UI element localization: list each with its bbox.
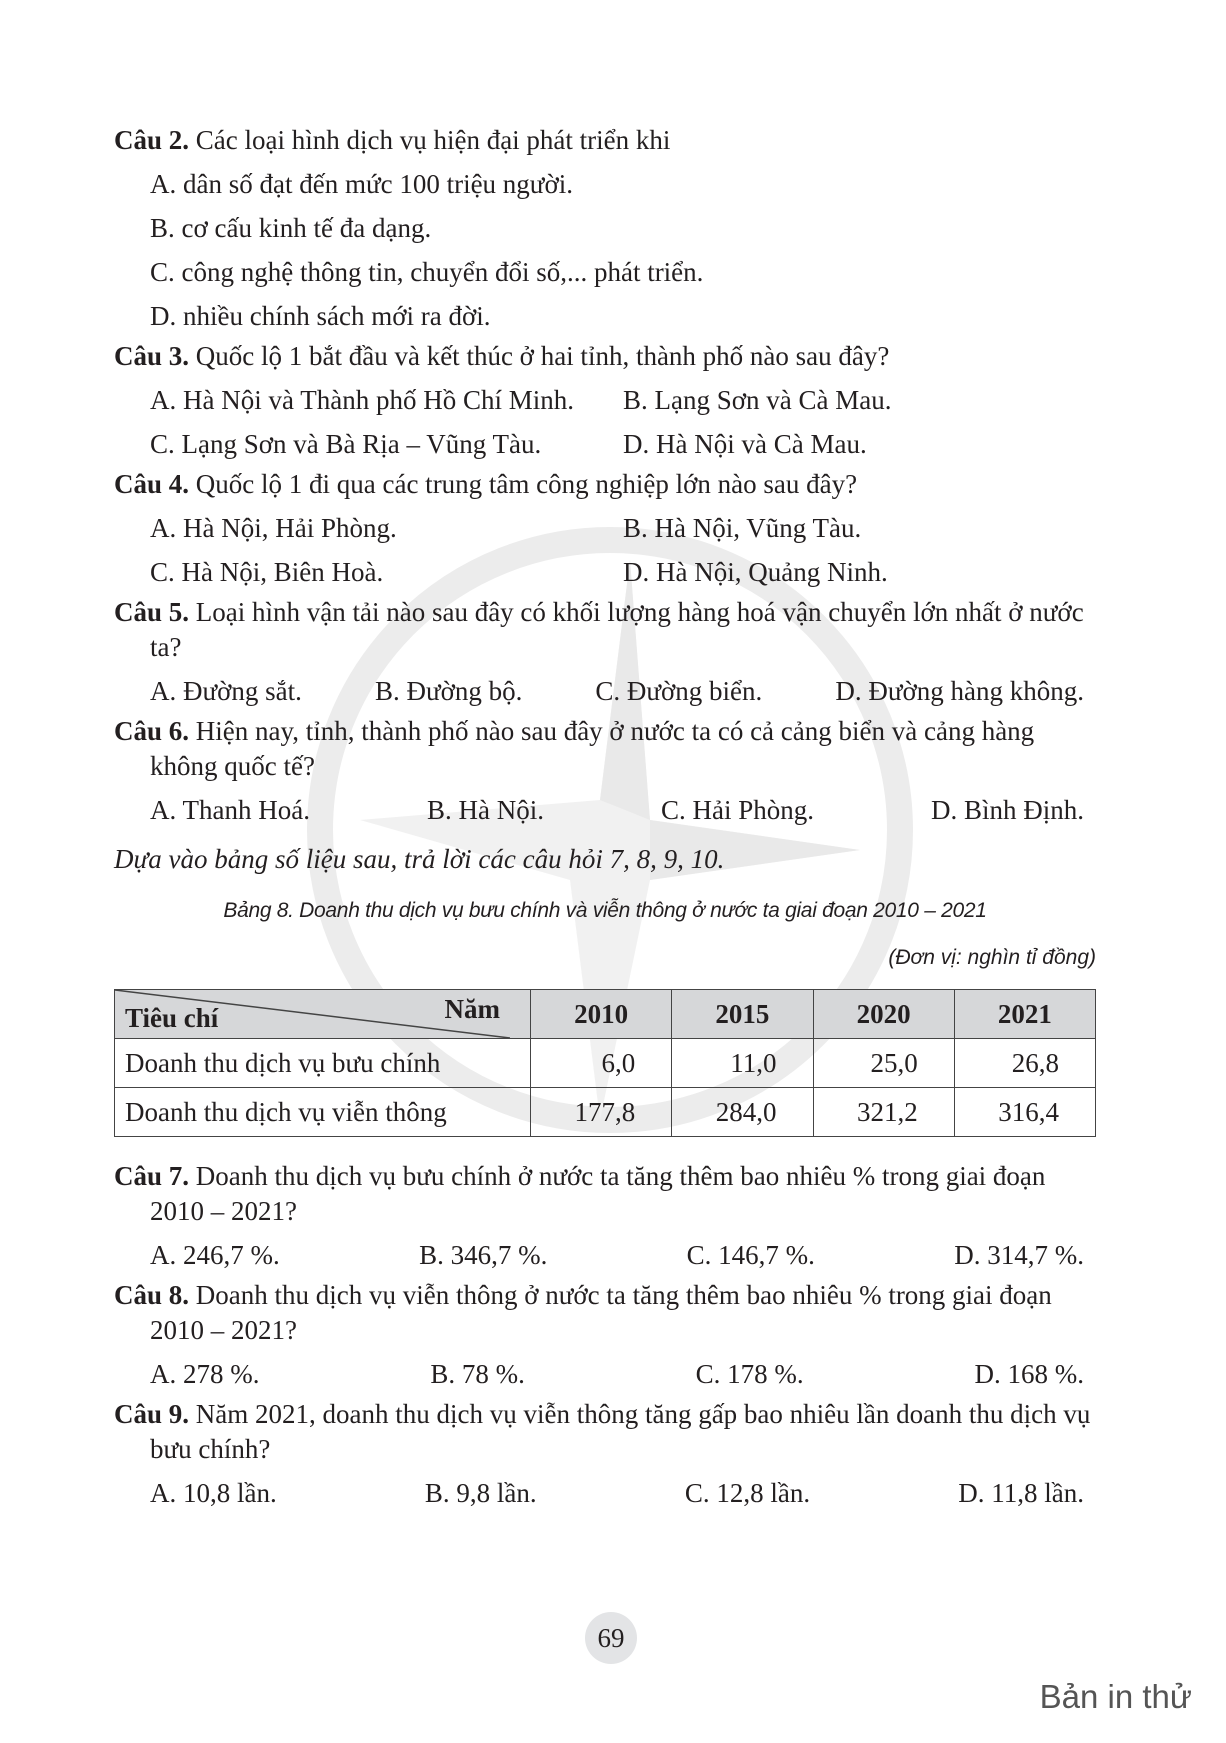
answer-option: B. 346,7 %. bbox=[419, 1240, 548, 1270]
question-text: Doanh thu dịch vụ viễn thông ở nước ta tăng thêm bao nhiêu % trong giai đoạn 2010 – 2021? bbox=[150, 1280, 1052, 1345]
question bbox=[114, 1397, 1096, 1511]
question-number: Câu 6. bbox=[114, 716, 190, 746]
answer-row bbox=[114, 674, 1096, 709]
question-number: Câu 7. bbox=[114, 1161, 190, 1191]
content bbox=[114, 118, 1096, 1511]
question-stem bbox=[114, 1159, 1096, 1229]
question bbox=[114, 595, 1096, 709]
header-criteria: Tiêu chí bbox=[125, 1003, 219, 1033]
answer-option: B. cơ cấu kinh tế đa dạng. bbox=[150, 213, 432, 243]
question-text: Loại hình vận tải nào sau đây có khối lượng hàng hoá vận chuyển lớn nhất ở nước ta? bbox=[150, 597, 1084, 662]
answer-row bbox=[114, 383, 1096, 418]
answer-option: B. Lạng Sơn và Cà Mau. bbox=[623, 385, 892, 415]
answer-option: A. dân số đạt đến mức 100 triệu người. bbox=[150, 169, 573, 199]
answer-option: D. Đường hàng không. bbox=[835, 676, 1084, 706]
question bbox=[114, 714, 1096, 828]
table-cell: 25,0 bbox=[813, 1039, 954, 1088]
question-stem bbox=[114, 467, 1096, 502]
row-label: Doanh thu dịch vụ viễn thông bbox=[115, 1088, 531, 1137]
answer-option: C. Hải Phòng. bbox=[660, 795, 814, 825]
answer-option: D. 11,8 lần. bbox=[958, 1478, 1084, 1508]
answer-option: C. 12,8 lần. bbox=[684, 1478, 811, 1508]
page-number: 69 bbox=[585, 1612, 637, 1664]
table-cell: 11,0 bbox=[672, 1039, 813, 1088]
answer-row bbox=[114, 793, 1096, 828]
answer-option: A. Đường sắt. bbox=[150, 676, 302, 706]
answer-option: D. nhiều chính sách mới ra đời. bbox=[150, 301, 491, 331]
question-text: Quốc lộ 1 bắt đầu và kết thúc ở hai tỉnh, thành phố nào sau đây? bbox=[195, 341, 890, 371]
answer-option: B. Hà Nội, Vũng Tàu. bbox=[623, 513, 862, 543]
answer-option: C. 178 %. bbox=[695, 1359, 804, 1389]
answer-row bbox=[114, 1238, 1096, 1273]
answer-option: A. 278 %. bbox=[150, 1359, 260, 1389]
question-stem bbox=[114, 339, 1096, 374]
answer-row bbox=[114, 1357, 1096, 1392]
answer-option: C. Lạng Sơn và Bà Rịa – Vũng Tàu. bbox=[150, 429, 542, 459]
table-header-row bbox=[115, 990, 1096, 1039]
row-label: Doanh thu dịch vụ bưu chính bbox=[115, 1039, 531, 1088]
answer-row bbox=[114, 427, 1096, 462]
question-number: Câu 5. bbox=[114, 597, 190, 627]
answer-option: A. 10,8 lần. bbox=[150, 1478, 277, 1508]
answer-option: A. Hà Nội và Thành phố Hồ Chí Minh. bbox=[150, 385, 574, 415]
answer-option: B. Hà Nội. bbox=[426, 795, 544, 825]
table-cell: 316,4 bbox=[954, 1088, 1095, 1137]
table-intro: Dựa vào bảng số liệu sau, trả lời các câu hỏi 7, 8, 9, 10. bbox=[114, 844, 725, 874]
table-cell: 321,2 bbox=[813, 1088, 954, 1137]
question-number: Câu 3. bbox=[114, 341, 190, 371]
questions-top bbox=[114, 123, 1096, 828]
revenue-table bbox=[114, 989, 1096, 1137]
year-header: 2020 bbox=[813, 990, 954, 1039]
table-cell: 177,8 bbox=[531, 1088, 672, 1137]
question-number: Câu 8. bbox=[114, 1280, 190, 1310]
answer-option: D. Bình Định. bbox=[930, 795, 1084, 825]
table-unit: (Đơn vị: nghìn tỉ đồng) bbox=[888, 946, 1096, 969]
table-cell: 6,0 bbox=[531, 1039, 672, 1088]
answer-option: D. Hà Nội, Quảng Ninh. bbox=[623, 557, 888, 587]
answer-option: A. Thanh Hoá. bbox=[150, 795, 310, 825]
question-number: Câu 9. bbox=[114, 1399, 190, 1429]
table-caption: Bảng 8. Doanh thu dịch vụ bưu chính và viễn thông ở nước ta giai đoạn 2010 – 2021 bbox=[223, 899, 987, 922]
table-row bbox=[115, 1039, 1096, 1088]
table-row bbox=[115, 1088, 1096, 1137]
answer-option: D. 168 %. bbox=[974, 1359, 1084, 1389]
answer-row bbox=[114, 255, 1096, 290]
question-stem bbox=[114, 1278, 1096, 1348]
question-stem bbox=[114, 595, 1096, 665]
draft-label: Bản in thử bbox=[1039, 1678, 1192, 1715]
answer-option: B. 78 %. bbox=[430, 1359, 525, 1389]
question bbox=[114, 123, 1096, 334]
question bbox=[114, 1159, 1096, 1273]
answer-option: D. Hà Nội và Cà Mau. bbox=[623, 429, 867, 459]
question-number: Câu 4. bbox=[114, 469, 190, 499]
answer-option: B. 9,8 lần. bbox=[424, 1478, 537, 1508]
question-text: Doanh thu dịch vụ bưu chính ở nước ta tăng thêm bao nhiêu % trong giai đoạn 2010 – 2021? bbox=[150, 1161, 1046, 1226]
answer-option: A. 246,7 %. bbox=[150, 1240, 280, 1270]
question bbox=[114, 1278, 1096, 1392]
year-header: 2010 bbox=[531, 990, 672, 1039]
question-number: Câu 2. bbox=[114, 125, 190, 155]
question bbox=[114, 339, 1096, 462]
answer-option: B. Đường bộ. bbox=[374, 676, 523, 706]
answer-row bbox=[114, 555, 1096, 590]
question-stem bbox=[114, 1397, 1096, 1467]
answer-option: C. 146,7 %. bbox=[686, 1240, 815, 1270]
question bbox=[114, 467, 1096, 590]
header-year: Năm bbox=[444, 994, 500, 1024]
question-stem bbox=[114, 714, 1096, 784]
answer-option: A. Hà Nội, Hải Phòng. bbox=[150, 513, 397, 543]
answer-row bbox=[114, 299, 1096, 334]
year-header: 2021 bbox=[954, 990, 1095, 1039]
answer-option: D. 314,7 %. bbox=[954, 1240, 1084, 1270]
answer-option: C. Hà Nội, Biên Hoà. bbox=[150, 557, 384, 587]
header-diagonal-cell bbox=[115, 990, 531, 1039]
answer-row bbox=[114, 511, 1096, 546]
table-cell: 26,8 bbox=[954, 1039, 1095, 1088]
question-text: Quốc lộ 1 đi qua các trung tâm công nghiệp lớn nào sau đây? bbox=[195, 469, 858, 499]
question-text: Hiện nay, tỉnh, thành phố nào sau đây ở nước ta có cả cảng biển và cảng hàng không quốc tế? bbox=[150, 716, 1035, 781]
table-cell: 284,0 bbox=[672, 1088, 813, 1137]
answer-row bbox=[114, 211, 1096, 246]
answer-option: C. Đường biển. bbox=[595, 676, 763, 706]
question-stem bbox=[114, 123, 1096, 158]
question-text: Năm 2021, doanh thu dịch vụ viễn thông tăng gấp bao nhiêu lần doanh thu dịch vụ bưu chính? bbox=[150, 1399, 1091, 1464]
answer-option: C. công nghệ thông tin, chuyển đổi số,... phát triển. bbox=[150, 257, 704, 287]
questions-bottom bbox=[114, 1159, 1096, 1511]
year-header: 2015 bbox=[672, 990, 813, 1039]
question-text: Các loại hình dịch vụ hiện đại phát triển khi bbox=[195, 125, 671, 155]
answer-row bbox=[114, 167, 1096, 202]
answer-row bbox=[114, 1476, 1096, 1511]
